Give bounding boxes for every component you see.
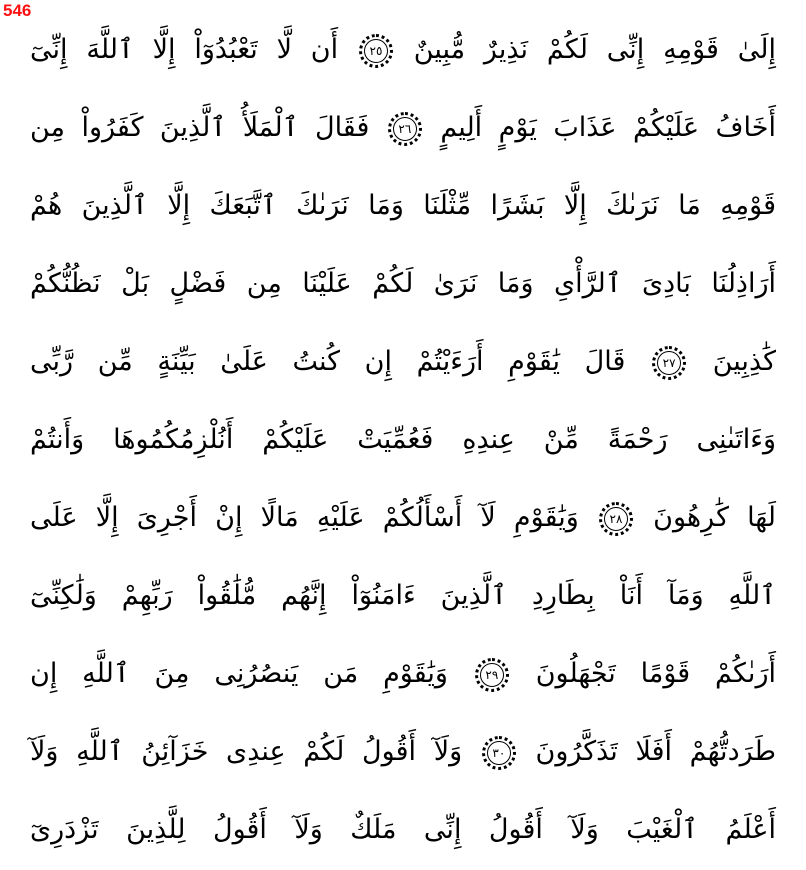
ayah-end-marker-icon [359, 34, 393, 68]
ayah-end-marker-icon [599, 502, 633, 536]
ayah-end-marker-icon [475, 658, 509, 692]
quran-line [30, 557, 776, 635]
ayah-text: أَعْلَمُ ٱلْغَيْبَ وَلَآ أَقُولُ إِنِّى مَلَكٌ وَلَآ أَقُولُ لِلَّذِينَ تَزْدَرِىٓ [30, 814, 776, 845]
ayah-text: قَالَ يَٰقَوْمِ أَرَءَيْتُمْ إِن كُنتُ عَلَىٰ بَيِّنَةٍ مِّن رَّبِّى [30, 346, 626, 377]
quran-line [30, 11, 776, 89]
ayah-text: وَءَاتَىٰنِى رَحْمَةً مِّنْ عِندِهِ فَعُمِّيَتْ عَلَيْكُمْ أَنُلْزِمُكُمُوهَا وَأَنتُمْ [30, 424, 776, 455]
quran-line [30, 791, 776, 869]
quran-line [30, 713, 776, 791]
quran-line [30, 635, 776, 713]
ayah-number: ٢٨ [604, 507, 628, 531]
ayah-text: وَيَٰقَوْمِ مَن يَنصُرُنِى مِنَ ٱللَّهِ إِن [30, 658, 448, 689]
quran-line [30, 245, 776, 323]
ayah-text: وَلَآ أَقُولُ لَكُمْ عِندِى خَزَآئِنُ ٱللَّهِ وَلَآ [30, 736, 463, 767]
ayah-text: أَرَاذِلُنَا بَادِىَ ٱلرَّأْىِ وَمَا نَرَىٰ لَكُمْ عَلَيْنَا مِن فَضْلٍ بَلْ نَظُنُّكُمْ [30, 268, 776, 299]
ayah-text: كَٰذِبِينَ [712, 346, 776, 377]
ayah-text: أَخَافُ عَلَيْكُمْ عَذَابَ يَوْمٍ أَلِيمٍ [440, 112, 776, 143]
ayah-number: ٢٧ [657, 351, 681, 375]
ayah-number: ٢٥ [364, 39, 388, 63]
quran-line [30, 479, 776, 557]
ayah-text: أَرَىٰكُمْ قَوْمًا تَجْهَلُونَ [535, 658, 776, 689]
ayah-text: فَقَالَ ٱلْمَلَأُ ٱلَّذِينَ كَفَرُواْ مِن [30, 112, 370, 143]
quran-line [30, 401, 776, 479]
ayah-text: طَرَدتُّهُمْ أَفَلَا تَذَكَّرُونَ [535, 736, 776, 767]
ayah-text: لَهَا كَٰرِهُونَ [653, 502, 776, 533]
quran-line [30, 89, 776, 167]
ayah-text: أَن لَّا تَعْبُدُوٓاْ إِلَّا ٱللَّهَ إِنِّىٓ [30, 34, 339, 65]
quran-line [30, 167, 776, 245]
quran-line [30, 323, 776, 401]
ayah-text: ٱللَّهِ وَمَآ أَنَاْ بِطَارِدِ ٱلَّذِينَ ءَامَنُوٓاْ إِنَّهُم مُّلَٰقُواْ رَبِّهِمْ وَلَٰكِنِّىٓ [30, 580, 776, 611]
ayah-number: ٢٩ [480, 663, 504, 687]
page-number: 546 [3, 1, 32, 20]
ayah-text: قَوْمِهِ مَا نَرَىٰكَ إِلَّا بَشَرًا مِّثْلَنَا وَمَا نَرَىٰكَ ٱتَّبَعَكَ إِلَّا ٱلَّذِينَ هُمْ [30, 190, 776, 221]
ayah-number: ٣٠ [487, 741, 511, 765]
ayah-text: إِلَىٰ قَوْمِهِ إِنِّى لَكُمْ نَذِيرٌ مُّبِينٌ [413, 34, 776, 65]
ayah-end-marker-icon [388, 112, 422, 146]
ayah-end-marker-icon [652, 346, 686, 380]
ayah-end-marker-icon [482, 736, 516, 770]
ayah-text: وَيَٰقَوْمِ لَآ أَسْأَلُكُمْ عَلَيْهِ مَالًا إِنْ أَجْرِىَ إِلَّا عَلَى [30, 502, 579, 533]
ayah-number: ٢٦ [393, 117, 417, 141]
